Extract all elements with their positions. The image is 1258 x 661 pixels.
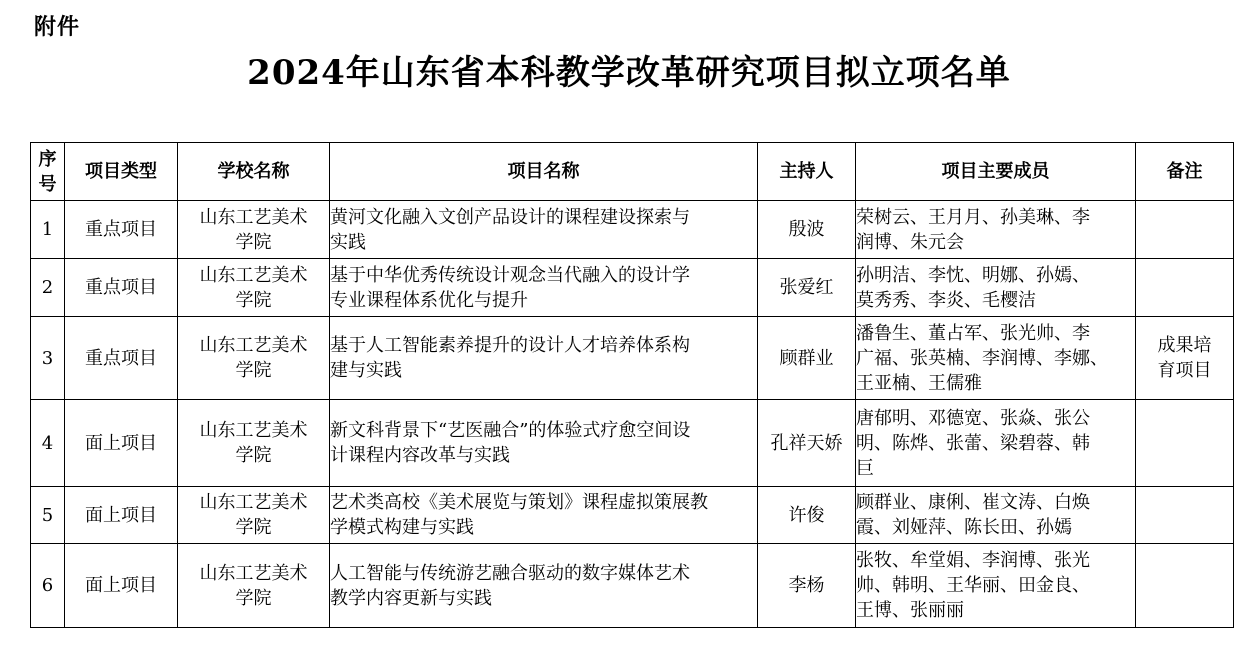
cell-seq: 4 bbox=[31, 400, 65, 487]
table-row bbox=[31, 201, 1234, 259]
header-type: 项目类型 bbox=[65, 143, 178, 201]
cell-project: 基于中华优秀传统设计观念当代融入的设计学 专业课程体系优化与提升 bbox=[330, 259, 758, 317]
cell-type: 面上项目 bbox=[65, 400, 178, 487]
cell-members: 潘鲁生、董占军、张光帅、李 广福、张英楠、李润博、李娜、 王亚楠、王儒雅 bbox=[856, 317, 1136, 400]
cell-project: 艺术类高校《美术展览与策划》课程虚拟策展教 学模式构建与实践 bbox=[330, 487, 758, 544]
cell-host: 顾群业 bbox=[758, 317, 856, 400]
cell-remark bbox=[1136, 487, 1234, 544]
table-row bbox=[31, 259, 1234, 317]
cell-type: 重点项目 bbox=[65, 259, 178, 317]
cell-members: 张牧、牟堂娟、李润博、张光 帅、韩明、王华丽、田金良、 王博、张丽丽 bbox=[856, 544, 1136, 628]
table-row bbox=[31, 400, 1234, 487]
cell-school: 山东工艺美术 学院 bbox=[178, 259, 330, 317]
cell-members: 荣树云、王月月、孙美琳、李 润博、朱元会 bbox=[856, 201, 1136, 259]
cell-remark: 成果培 育项目 bbox=[1136, 317, 1234, 400]
cell-remark bbox=[1136, 259, 1234, 317]
cell-project: 新文科背景下“艺医融合”的体验式疗愈空间设 计课程内容改革与实践 bbox=[330, 400, 758, 487]
table-row bbox=[31, 317, 1234, 400]
header-seq: 序 号 bbox=[31, 143, 65, 201]
cell-school: 山东工艺美术 学院 bbox=[178, 544, 330, 628]
cell-members: 顾群业、康俐、崔文涛、白焕 霞、刘娅萍、陈长田、孙嫣 bbox=[856, 487, 1136, 544]
cell-school: 山东工艺美术 学院 bbox=[178, 317, 330, 400]
header-school: 学校名称 bbox=[178, 143, 330, 201]
cell-remark bbox=[1136, 400, 1234, 487]
cell-members: 孙明洁、李忱、明娜、孙嫣、 莫秀秀、李炎、毛樱洁 bbox=[856, 259, 1136, 317]
cell-host: 孔祥天娇 bbox=[758, 400, 856, 487]
cell-project: 黄河文化融入文创产品设计的课程建设探索与 实践 bbox=[330, 201, 758, 259]
cell-type: 面上项目 bbox=[65, 487, 178, 544]
cell-school: 山东工艺美术 学院 bbox=[178, 400, 330, 487]
cell-seq: 3 bbox=[31, 317, 65, 400]
cell-seq: 2 bbox=[31, 259, 65, 317]
project-list-table bbox=[30, 142, 1234, 628]
header-host: 主持人 bbox=[758, 143, 856, 201]
cell-project: 人工智能与传统游艺融合驱动的数字媒体艺术 教学内容更新与实践 bbox=[330, 544, 758, 628]
cell-seq: 1 bbox=[31, 201, 65, 259]
cell-school: 山东工艺美术 学院 bbox=[178, 201, 330, 259]
document-title: 2024年山东省本科教学改革研究项目拟立项名单 bbox=[247, 53, 1011, 93]
cell-type: 重点项目 bbox=[65, 201, 178, 259]
cell-host: 张爱红 bbox=[758, 259, 856, 317]
attachment-label: 附件 bbox=[34, 15, 81, 40]
cell-remark bbox=[1136, 544, 1234, 628]
table-header-row bbox=[31, 143, 1234, 201]
cell-seq: 6 bbox=[31, 544, 65, 628]
table-row bbox=[31, 487, 1234, 544]
cell-host: 许俊 bbox=[758, 487, 856, 544]
cell-seq: 5 bbox=[31, 487, 65, 544]
cell-project: 基于人工智能素养提升的设计人才培养体系构 建与实践 bbox=[330, 317, 758, 400]
header-project: 项目名称 bbox=[330, 143, 758, 201]
cell-school: 山东工艺美术 学院 bbox=[178, 487, 330, 544]
cell-type: 面上项目 bbox=[65, 544, 178, 628]
cell-type: 重点项目 bbox=[65, 317, 178, 400]
table-row bbox=[31, 544, 1234, 628]
cell-host: 殷波 bbox=[758, 201, 856, 259]
header-members: 项目主要成员 bbox=[856, 143, 1136, 201]
cell-host: 李杨 bbox=[758, 544, 856, 628]
cell-members: 唐郁明、邓德宽、张焱、张公 明、陈烨、张蕾、梁碧蓉、韩 巨 bbox=[856, 400, 1136, 487]
cell-remark bbox=[1136, 201, 1234, 259]
header-remark: 备注 bbox=[1136, 143, 1234, 201]
